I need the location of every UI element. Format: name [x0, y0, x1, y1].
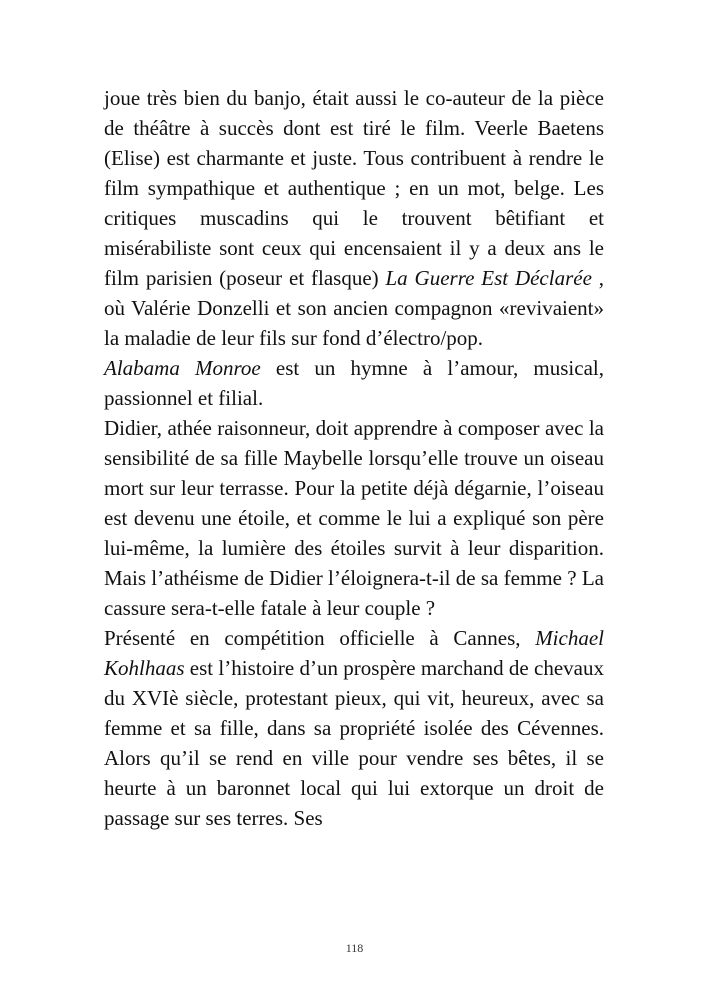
film-title-alabama-monroe: Alabama Monroe	[104, 356, 261, 380]
text-run: Présenté en compétition officielle à Cannes,	[104, 626, 536, 650]
text-run: , où Valérie Donzelli et son ancien compagnon «revivaient» la maladie de leur fils sur fond d’électro/pop.	[104, 266, 605, 350]
text-run: est l’histoire d’un prospère marchand de chevaux du XVIè siècle, protestant pieux, qui vit, heureux, avec sa femme et sa fille, dans sa propriété isolée des Cévennes. Alors qu’il se rend en ville pour vendre ses bêtes, il se heurte à un baronnet local qui lui extorque un droit de passage sur ses terres. Ses	[104, 656, 604, 830]
page-number: 118	[345, 941, 364, 955]
paragraph-3	[104, 413, 604, 623]
text-run: Didier, athée raisonneur, doit apprendre à composer avec la sensibilité de sa fille Maybelle lorsqu’elle trouve un oiseau mort sur leur terrasse. Pour la petite déjà dégarnie, l’oiseau est devenu une étoile, et comme le lui a expliqué son père lui-même, la lumière des étoiles survit à leur disparition. Mais l’athéisme de Didier l’éloignera-t-il de sa femme ? La cassure sera-t-elle fatale à leur couple ?	[104, 416, 604, 620]
body-text	[104, 83, 604, 833]
paragraph-1	[104, 83, 604, 353]
paragraph-2	[104, 353, 604, 413]
film-title-michael-kohlhaas: Michael Kohlhaas	[104, 626, 604, 680]
text-run: est un hymne à l’amour, musical, passionnel et filial.	[104, 356, 604, 410]
film-title-la-guerre-est-declaree: La Guerre Est Déclarée	[385, 266, 592, 290]
text-run: joue très bien du banjo, était aussi le co-auteur de la pièce de théâtre à succès dont est tiré le film. Veerle Baetens (Elise) est charmante et juste. Tous contribuent à rendre le film sympathique et authentique ; en un mot, belge. Les critiques muscadins qui le trouvent bêtifiant et misérabiliste sont ceux qui encensaient il y a deux ans le film parisien (poseur et flasque)	[104, 86, 604, 290]
paragraph-4	[104, 623, 604, 833]
